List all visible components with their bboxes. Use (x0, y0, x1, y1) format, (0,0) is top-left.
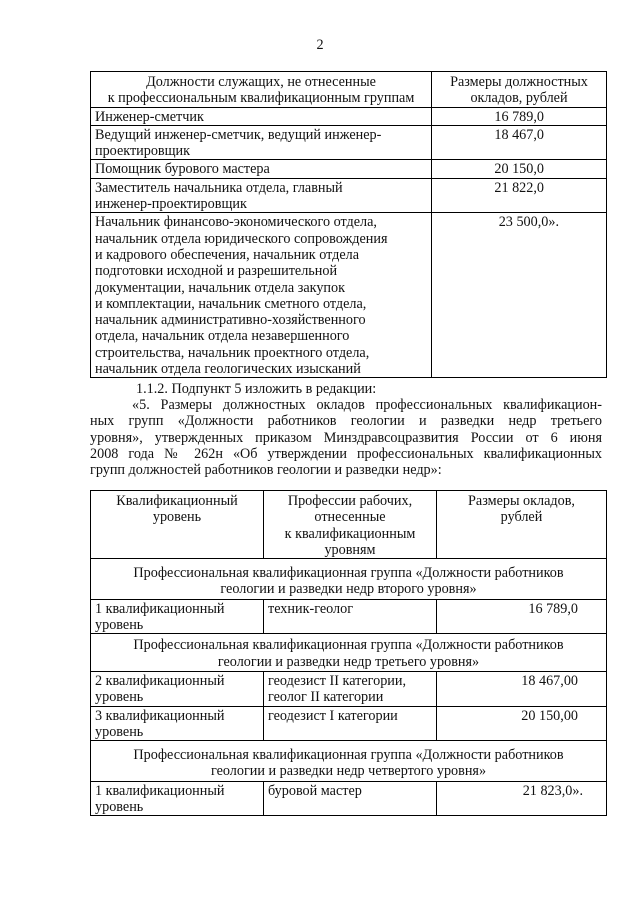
group-title-row (91, 634, 607, 672)
table-row (91, 107, 607, 125)
cell-line: Помощник бурового мастера (95, 161, 270, 178)
position-cell (91, 125, 432, 160)
group-title-line: Профессиональная квалификационная группа «Должности работников (133, 747, 564, 764)
salary-cell: 16 789,0 (432, 107, 607, 125)
amendment-paragraph: 1.1.2. Подпункт 5 изложить в редакции: (136, 381, 377, 397)
cell-line: геодезист I категории (268, 707, 398, 724)
cell-line: 1 квалификационный (95, 782, 225, 799)
professions-column-header (264, 491, 437, 559)
group-title-line: Профессиональная квалификационная группа «Должности работников (133, 637, 564, 654)
professions-cell (264, 706, 437, 741)
quoted-paragraph (90, 397, 602, 478)
salary-cell: 21 822,0 (432, 178, 607, 213)
cell-line: уровень (95, 689, 144, 706)
salary-cell: 20 150,0 (432, 160, 607, 178)
position-cell (91, 178, 432, 213)
table-row (91, 125, 607, 160)
page-number: 2 (316, 37, 324, 53)
group-title-line: Профессиональная квалификационная группа «Должности работников (133, 565, 564, 582)
table-header-row (91, 491, 607, 559)
table-row (91, 599, 607, 634)
level-column-header (91, 491, 264, 559)
salary-cell: 16 789,0 (437, 599, 607, 634)
header-line: уровням (324, 541, 376, 558)
cell-line: инженер-проектировщик (95, 196, 247, 213)
salary-cell: 20 150,00 (437, 706, 607, 741)
cell-line: начальник отдела юридического сопровождения (95, 230, 388, 247)
cell-line: 3 квалификационный (95, 707, 225, 724)
cell-line: документации, начальник отдела закупок (95, 279, 345, 296)
group-title-line: геологии и разведки недр второго уровня» (220, 581, 477, 598)
salary-column-header (437, 491, 607, 559)
header-line: к профессиональным квалификационным группам (107, 90, 415, 107)
cell-line: техник-геолог (268, 600, 354, 617)
paragraph-line: ных групп «Должности работников геологии и разведки недр третьего (90, 413, 602, 430)
table-row (91, 671, 607, 706)
group-title-line: геологии и разведки недр четвертого уровня» (210, 763, 487, 780)
qualification-salary-table (90, 490, 607, 816)
group-title (91, 559, 607, 600)
header-line: Профессии рабочих, (287, 493, 413, 509)
position-cell (91, 107, 432, 125)
salary-column-header (432, 72, 607, 108)
salary-cell: 18 467,00 (437, 671, 607, 706)
salary-cell: 23 500,0». (432, 213, 607, 378)
header-line: Квалификационный (116, 493, 238, 509)
positions-salary-table (90, 71, 607, 378)
salary-cell: 18 467,0 (432, 125, 607, 160)
cell-line: начальник отдела геологических изысканий (95, 361, 361, 378)
table-row (91, 781, 607, 816)
header-line: Размеры должностных (450, 74, 588, 90)
group-title-line: геологии и разведки недр третьего уровня» (217, 653, 480, 670)
table-row (91, 178, 607, 213)
table-row (91, 213, 607, 378)
table-row (91, 706, 607, 741)
position-cell (91, 160, 432, 178)
level-cell (91, 781, 264, 816)
header-line: уровень (152, 509, 202, 526)
professions-cell (264, 599, 437, 634)
cell-line: Заместитель начальника отдела, главный (95, 179, 343, 196)
header-line: к квалификационным (284, 525, 416, 542)
cell-line: Ведущий инженер-сметчик, ведущий инженер- (95, 126, 382, 143)
professions-cell (264, 781, 437, 816)
cell-line: геодезист II категории, (268, 672, 407, 689)
paragraph-line: групп должностей работников геологии и разведки недр»: (90, 462, 442, 479)
group-title-row (91, 559, 607, 600)
cell-line: и кадрового обеспечения, начальник отдела (95, 246, 360, 263)
header-line: Размеры окладов, (468, 493, 575, 509)
salary-cell: 21 823,0». (437, 781, 607, 816)
cell-line: строительства, начальник проектного отдела, (95, 344, 370, 361)
cell-line: уровень (95, 799, 144, 816)
table-header-row (91, 72, 607, 108)
header-line: рублей (500, 509, 543, 526)
position-cell (91, 213, 432, 378)
level-cell (91, 599, 264, 634)
cell-line: начальник административно-хозяйственного (95, 312, 366, 329)
cell-line: уровень (95, 723, 144, 740)
cell-line: 2 квалификационный (95, 672, 225, 689)
positions-column-header (91, 72, 432, 108)
header-line: Должности служащих, не отнесенные (146, 74, 376, 90)
group-title-row (91, 741, 607, 782)
professions-cell (264, 671, 437, 706)
cell-line: и комплектации, начальник сметного отдела, (95, 295, 367, 312)
cell-line: 1 квалификационный (95, 600, 225, 617)
cell-line: Инженер-сметчик (95, 108, 204, 125)
cell-line: уровень (95, 617, 144, 634)
cell-line: подготовки исходной и разрешительной (95, 263, 338, 280)
cell-line: проектировщик (95, 143, 191, 160)
group-title (91, 634, 607, 672)
table-row (91, 160, 607, 178)
paragraph-line: «5. Размеры должностных окладов профессиональных квалификацион- (132, 397, 602, 413)
group-title (91, 741, 607, 782)
level-cell (91, 706, 264, 741)
cell-line: Начальник финансово-экономического отдела, (95, 214, 377, 231)
cell-line: отдела, начальник отдела незавершенного (95, 328, 350, 345)
paragraph-line: 2008 года № 262н «Об утверждении профессиональных квалификационных (90, 445, 602, 462)
header-line: окладов, рублей (470, 90, 568, 107)
cell-line: буровой мастер (268, 782, 362, 799)
level-cell (91, 671, 264, 706)
header-line: отнесенные (314, 509, 386, 526)
cell-line: геолог II категории (268, 689, 384, 706)
paragraph-line: уровня», утвержденных приказом Минздравсоцразвития России от 6 июня (90, 429, 602, 446)
